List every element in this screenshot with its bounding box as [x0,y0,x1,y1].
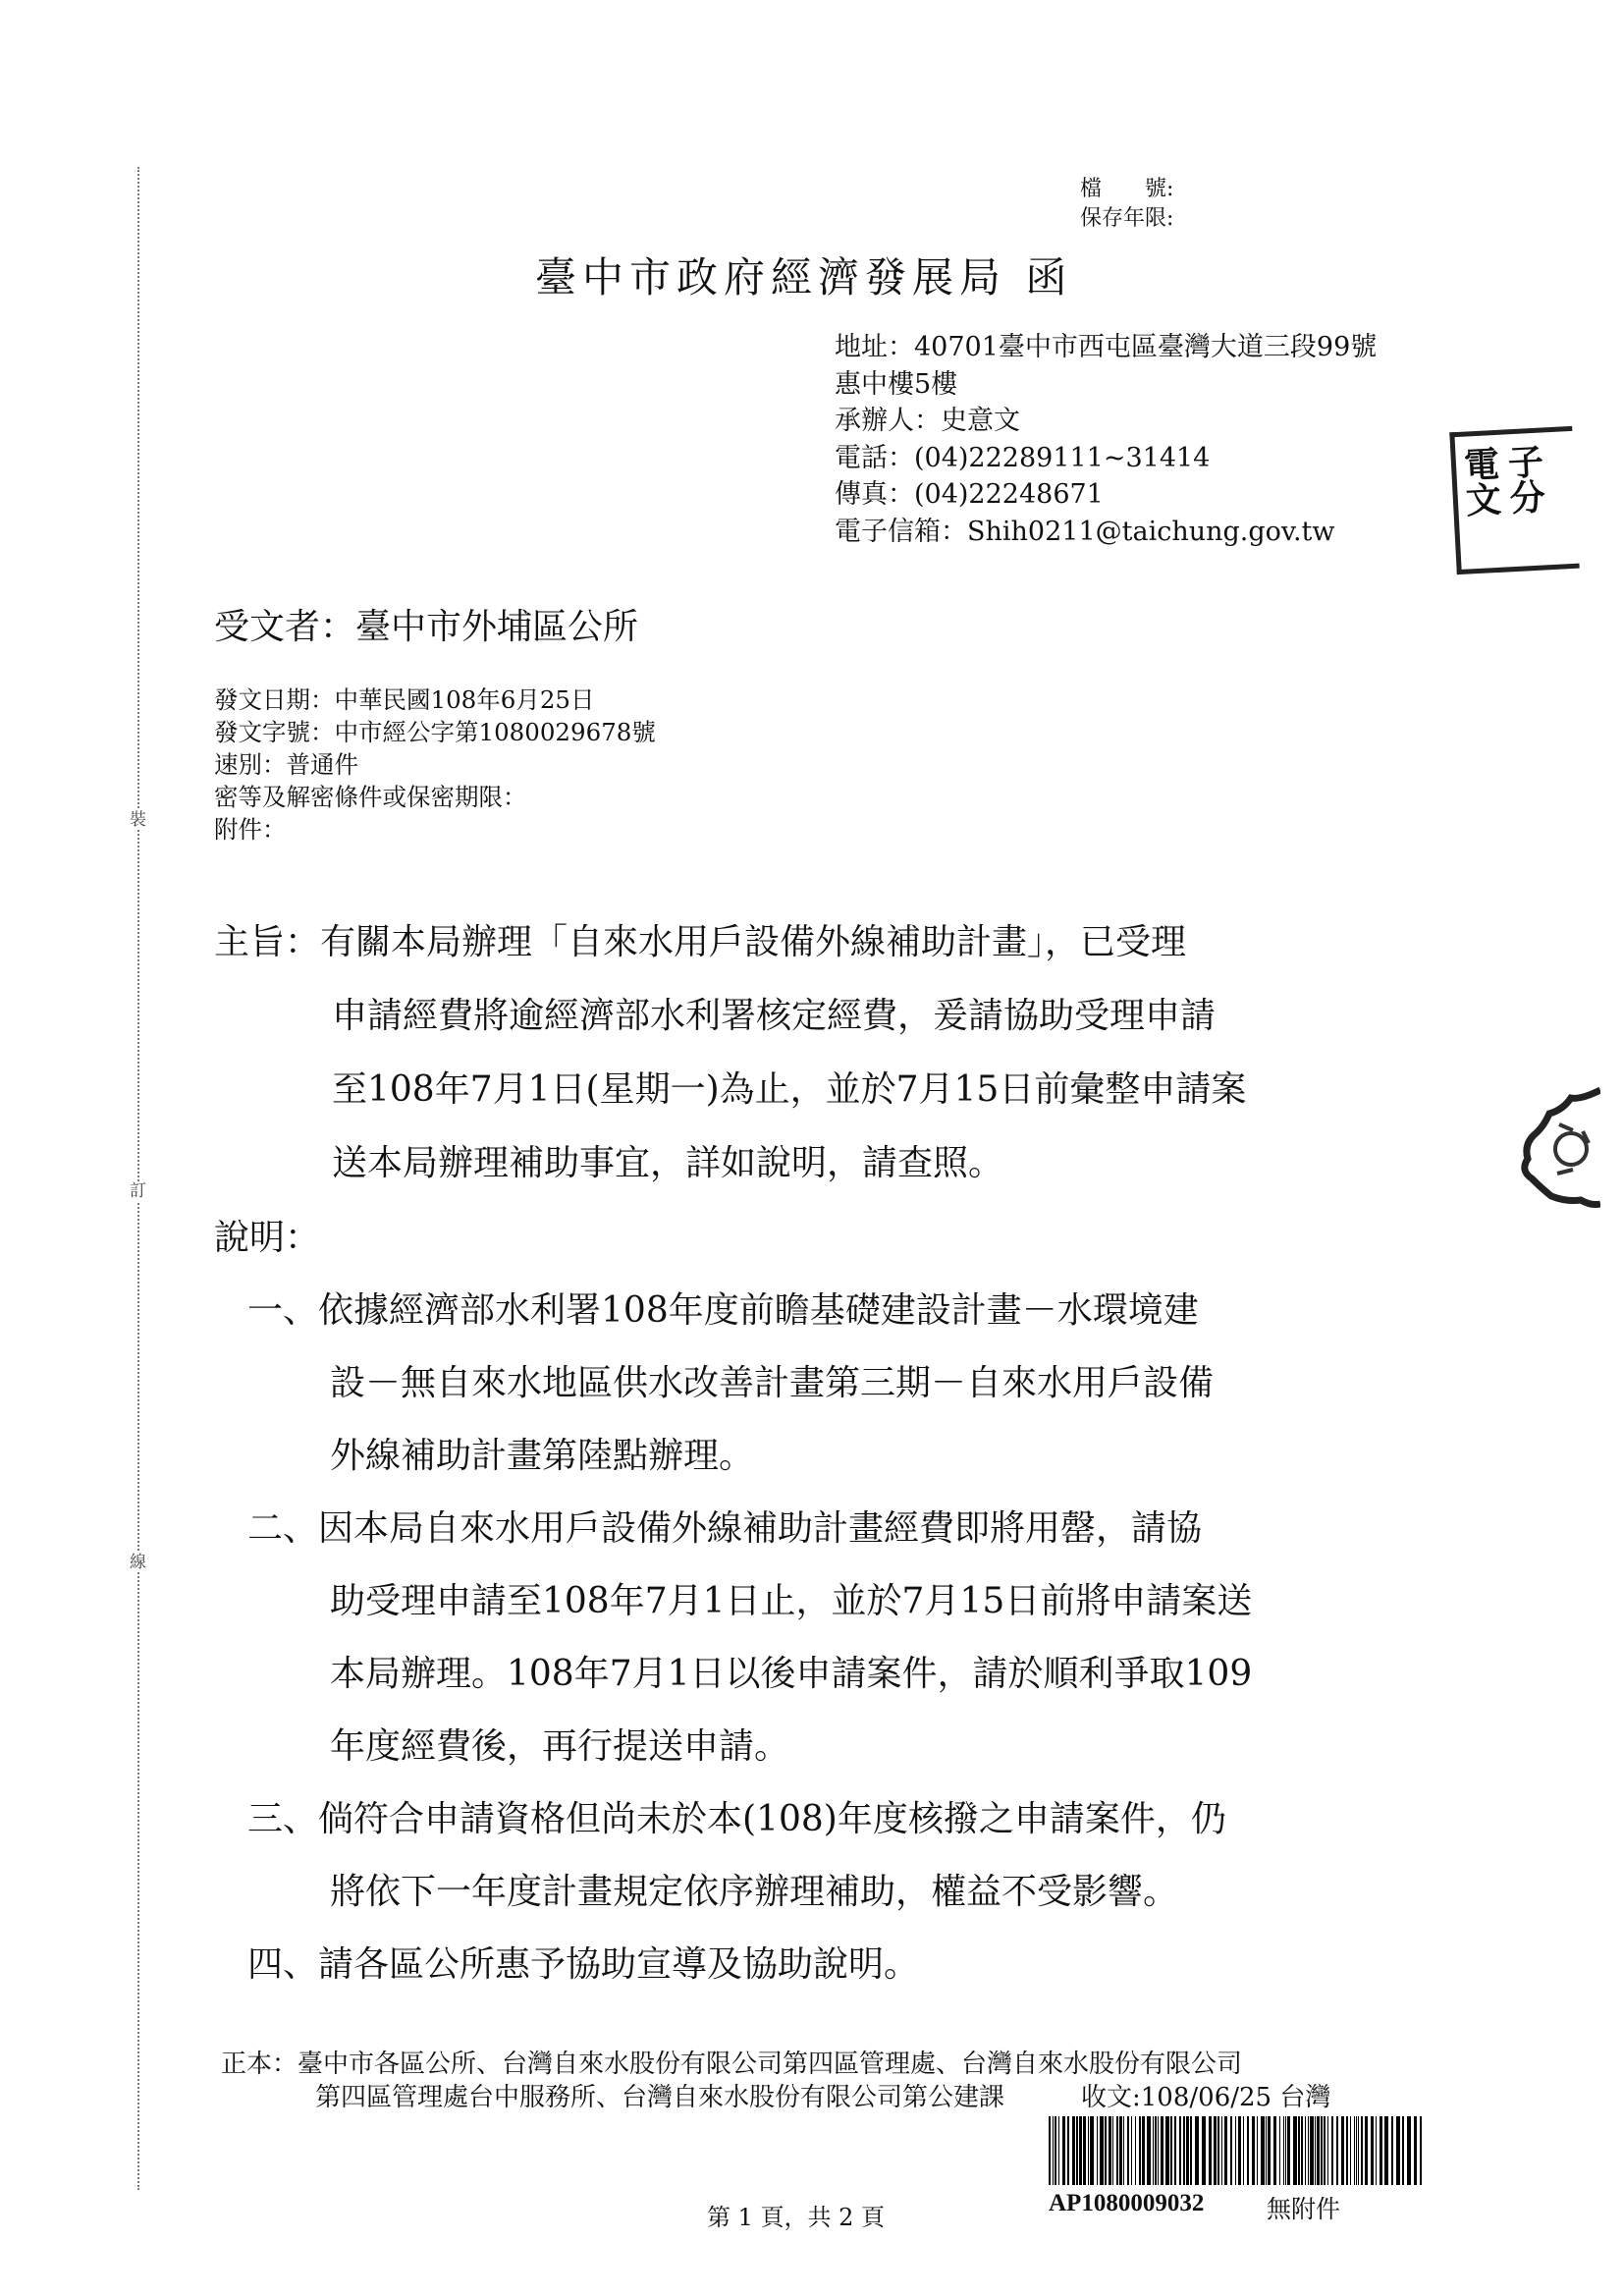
barcode-bar [1336,2116,1338,2185]
barcode-bar [1174,2116,1176,2185]
barcode-bar [1407,2116,1411,2185]
secrecy-level: 密等及解密條件或保密期限： [214,783,527,811]
barcode-bar [1153,2116,1154,2185]
item-marker: 一、 [247,1290,319,1331]
barcode-bar [1076,2116,1078,2185]
barcode-bar [1384,2116,1388,2185]
copies-line-2: 第四區管理處台中服務所、台灣自來水股份有限公司第公建課 收文:108/06/25 台灣 [315,2083,1331,2112]
barcode-bar [1116,2116,1118,2185]
barcode-bar [1310,2116,1314,2185]
item-1-line-3: 外線補助計畫第陸點辦理。 [330,1436,755,1476]
barcode-bar [1112,2116,1113,2185]
item-text: 依據經濟部水利署108年度前瞻基礎建設計畫－水環境建 [318,1290,1199,1331]
barcode-bar [1123,2116,1124,2185]
item-marker: 四、 [247,1944,319,1985]
barcode-bar [1315,2116,1316,2185]
barcode-bar [1224,2116,1227,2185]
barcode-bar [1238,2116,1241,2185]
barcode-bar [1049,2116,1051,2185]
item-marker: 三、 [247,1799,319,1839]
barcode-bar [1131,2116,1132,2185]
barcode-bar [1155,2116,1157,2185]
barcode-bar [1097,2116,1098,2185]
barcode-bar [1217,2116,1219,2185]
binding-char-ding: 訂 [130,1181,146,1201]
stamp-char: 分 [1508,476,1546,520]
barcode-bar [1165,2116,1169,2185]
barcode-bar [1158,2116,1159,2185]
copies-line-1: 正本：臺中市各區公所、台灣自來水股份有限公司第四區管理處、台灣自來水股份有限公司 [221,2050,1243,2079]
item-text: 倘符合申請資格但尚未於本(108)年度核撥之申請案件，仍 [318,1799,1226,1839]
barcode-bar [1090,2116,1094,2185]
barcode-bar [1135,2116,1136,2185]
barcode-bar [1247,2116,1249,2185]
barcode-bar [1261,2116,1265,2185]
item-2-line-1 [247,1493,1252,1565]
item-3-line-2: 將依下一年度計畫規定依序辦理補助，權益不受影響。 [330,1872,1179,1912]
explanation-items [247,1275,1252,2001]
barcode-bar [1127,2116,1129,2185]
barcode-bar [1252,2116,1255,2185]
document-title: 臺中市政府經濟發展局 函 [535,253,1073,301]
item-2-line-2: 助受理申請至108年7月1日止，並於7月15日前將申請案送 [330,1581,1253,1621]
fax: 傳真：(04)22248671 [835,479,1104,510]
barcode-bar [1273,2116,1276,2185]
file-meta [1080,175,1173,234]
barcode-bar [1147,2116,1151,2185]
stamp-char: 子 [1506,441,1545,485]
barcode-bar [1402,2116,1404,2185]
issue-number: 發文字號：中市經公字第1080029678號 [214,718,656,746]
barcode-bar [1293,2116,1297,2185]
barcode-bar [1243,2116,1244,2185]
barcode-bar [1072,2116,1075,2185]
email: 電子信箱：Shih0211@taichung.gov.tw [835,516,1335,547]
barcode-bar [1161,2116,1163,2185]
barcode-bar [1396,2116,1400,2185]
explanation-label: 說明： [214,1218,321,1258]
stamp-char: 文 [1464,478,1503,522]
barcode-bar [1331,2116,1333,2185]
subject-text: 有關本局辦理「自來水用戶設備外線補助計畫」，已受理 [320,922,1187,962]
barcode-bar [1414,2116,1417,2185]
item-text: 因本局自來水用戶設備外線補助計畫經費即將用罄，請協 [318,1508,1203,1549]
barcode-bar [1055,2116,1056,2185]
file-number-label: 檔 號: [1080,177,1174,201]
e-document-stamp [1449,426,1579,574]
subject-line-2: 申請經費將逾經濟部水利署核定經費，爰請協助受理申請 [332,996,1217,1036]
barcode-bar [1301,2116,1303,2185]
barcode-bar [1346,2116,1348,2185]
barcode-bar [1067,2116,1069,2185]
barcode-bar [1324,2116,1325,2185]
barcode-bar [1308,2116,1309,2185]
barcode-bar [1283,2116,1284,2185]
barcode-bar [1235,2116,1236,2185]
subject-line-3: 至108年7月1日(星期一)為止，並於7月15日前彙整申請案 [332,1069,1247,1110]
item-1-line-2: 設－無自來水地區供水改善計畫第三期－自來水用戶設備 [330,1363,1215,1403]
binding-margin-line [137,167,139,2190]
attachment: 附件： [214,815,287,844]
item-1-line-1 [247,1275,1252,1347]
barcode-bar [1327,2116,1328,2185]
receipt-attachment-note: 無附件 [1267,2195,1341,2223]
barcode-bar [1420,2116,1422,2185]
barcode-bar [1202,2116,1206,2185]
barcode-bar [1190,2116,1192,2185]
barcode-bar [1214,2116,1217,2185]
barcode-bar [1062,2116,1065,2185]
barcode-bar [1287,2116,1290,2185]
barcode-bar [1361,2116,1363,2185]
phone: 電話：(04)22289111~31414 [835,442,1211,473]
address-line-1: 地址：40701臺中市西屯區臺灣大道三段99號 [835,332,1378,362]
barcode-bar [1221,2116,1222,2185]
barcode-bar [1170,2116,1172,2185]
barcode-bar [1105,2116,1107,2185]
item-2-line-3: 本局辦理。108年7月1日以後申請案件，請於順利爭取109 [330,1654,1253,1694]
barcode-bar [1268,2116,1271,2185]
barcode-bar [1088,2116,1089,2185]
barcode-bar [1354,2116,1355,2185]
contact-block [835,329,1377,550]
barcode-bar [1139,2116,1141,2185]
item-text: 請各區公所惠予協助宣導及協助說明。 [318,1944,920,1985]
item-4-line-1 [247,1929,1252,2001]
barcode-bar [1142,2116,1145,2185]
barcode-bar [1053,2116,1054,2185]
barcode-bar [1186,2116,1189,2185]
item-marker: 二、 [247,1508,319,1549]
delivery-speed: 速別：普通件 [214,750,358,779]
item-2-line-4: 年度經費後，再行提送申請。 [330,1726,790,1767]
barcode-bar [1230,2116,1232,2185]
barcode-bar [1298,2116,1300,2185]
barcode-bar [1341,2116,1344,2185]
barcode-bar [1380,2116,1382,2185]
subject-section [214,905,1246,1200]
retention-label: 保存年限: [1080,206,1174,231]
barcode-bar [1365,2116,1368,2185]
barcode-bar [1266,2116,1267,2185]
barcode-bar [1321,2116,1323,2185]
handler: 承辦人：史意文 [835,406,1020,436]
stamp-char: 電 [1463,443,1501,487]
barcode-bar [1317,2116,1320,2185]
barcode-bar [1079,2116,1082,2185]
barcode-bar [1195,2116,1199,2185]
barcode-bar [1371,2116,1374,2185]
seal-fragment [1473,1080,1600,1213]
page-number: 第 1 頁，共 2 頁 [707,2204,886,2231]
receipt-number: AP1080009032 [1049,2190,1205,2216]
barcode-bar [1083,2116,1086,2185]
barcode-bar [1257,2116,1258,2185]
binding-char-xian: 線 [130,1553,146,1572]
barcode-bar [1376,2116,1377,2185]
barcode-bar [1279,2116,1280,2185]
barcode-bar [1100,2116,1104,2185]
barcode-bar [1391,2116,1393,2185]
barcode-bar [1285,2116,1286,2185]
issue-date: 發文日期：中華民國108年6月25日 [214,685,595,714]
barcode-bar [1358,2116,1359,2185]
barcode-bar [1109,2116,1111,2185]
address-line-2: 惠中樓5樓 [835,368,958,400]
barcode-bar [1058,2116,1059,2185]
subject-line-4: 送本局辦理補助事宜，詳如說明，請查照。 [332,1143,1004,1183]
subject-line-1 [214,905,1246,979]
barcode-bar [1305,2116,1306,2185]
subject-label: 主旨： [214,922,321,962]
document-info [214,683,656,846]
receipt-barcode [1049,2116,1422,2185]
barcode-bar [1179,2116,1181,2185]
item-3-line-1 [247,1783,1252,1856]
barcode-bar [1209,2116,1212,2185]
binding-char-zhuang: 裝 [130,810,146,830]
barcode-bar [1119,2116,1122,2185]
barcode-bar [1350,2116,1351,2185]
copies-section [221,2048,1330,2114]
recipient: 受文者：臺中市外埔區公所 [214,607,639,647]
barcode-bar [1183,2116,1185,2185]
barcode-bar [1356,2116,1357,2185]
